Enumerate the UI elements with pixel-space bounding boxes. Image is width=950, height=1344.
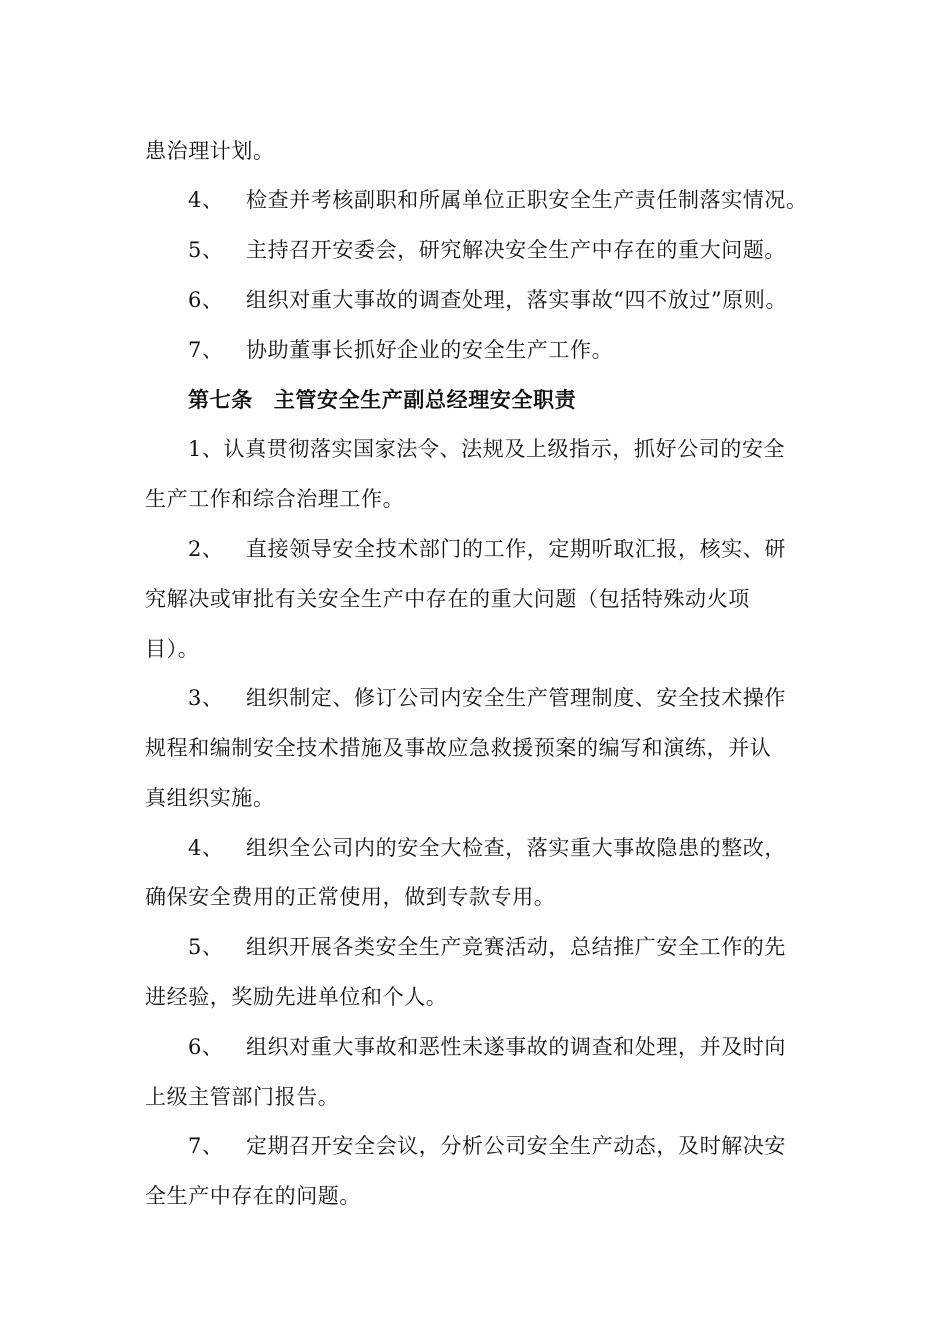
list-item [188,1131,786,1161]
item-text: 检查并考核副职和所属单位正职安全生产责任制落实情况。 [246,188,808,212]
article-title: 主管安全生产副总经理安全职责 [273,387,577,412]
item-text: 协助董事长抓好企业的安全生产工作。 [246,338,614,362]
text-line [188,434,785,464]
item-text: 直接领导安全技术部门的工作，定期听取汇报，核实、研 [246,537,786,561]
list-item [188,932,786,962]
item-number: 6、 [188,288,224,312]
line-text: 1、认真贯彻落实国家法令、法规及上级指示，抓好公司的安全 [188,437,786,461]
item-number: 5、 [188,238,224,262]
line-text: 规程和编制安全技术措施及事故应急救援预案的编写和演练，并认 [145,736,772,760]
list-item [188,1032,786,1062]
text-line [145,634,199,664]
line-text: 确保安全费用的正常使用，做到专款专用。 [145,885,556,909]
text-line [145,1181,361,1211]
text-line [145,733,771,763]
list-item [188,335,613,365]
text-line [145,982,447,1012]
text-line [145,1082,339,1112]
item-number: 7、 [188,1134,224,1158]
line-text: 全生产中存在的问题。 [145,1184,361,1208]
line-text: 患治理计划。 [145,139,275,163]
article-number: 第七条 [188,387,253,412]
text-line [145,484,404,514]
item-number: 6、 [188,1035,224,1059]
item-text: 组织制定、修订公司内安全生产管理制度、安全技术操作 [246,686,786,710]
item-text: 组织全公司内的安全大检查，落实重大事故隐患的整改， [246,836,786,860]
line-text: 上级主管部门报告。 [145,1085,340,1109]
line-text: 生产工作和综合治理工作。 [145,487,405,511]
item-number: 7、 [188,338,224,362]
line-text: 真组织实施。 [145,786,275,810]
item-text: 主持召开安委会，研究解决安全生产中存在的重大问题。 [246,238,786,262]
list-item [188,833,786,863]
list-item [188,683,786,713]
text-line [145,136,275,166]
item-text: 组织对重大事故的调查处理，落实事故“四不放过”原则。 [246,288,788,312]
item-number: 5、 [188,935,224,959]
list-item [188,285,787,315]
item-text: 组织对重大事故和恶性未遂事故的调查和处理，并及时向 [246,1035,786,1059]
item-text: 定期召开安全会议，分析公司安全生产动态，及时解决安 [246,1134,786,1158]
item-text: 组织开展各类安全生产竞赛活动，总结推广安全工作的先 [246,935,786,959]
item-number: 4、 [188,188,224,212]
list-item [188,185,808,215]
line-text: 目）。 [145,637,200,661]
text-line [145,584,750,614]
list-item [188,235,786,265]
section-heading [188,385,576,415]
list-item [188,534,786,564]
item-number: 2、 [188,537,224,561]
text-line [145,882,555,912]
item-number: 3、 [188,686,224,710]
text-line [145,783,275,813]
item-number: 4、 [188,836,224,860]
line-text: 进经验，奖励先进单位和个人。 [145,985,448,1009]
line-text: 究解决或审批有关安全生产中存在的重大问题（包括特殊动火项 [145,587,750,611]
